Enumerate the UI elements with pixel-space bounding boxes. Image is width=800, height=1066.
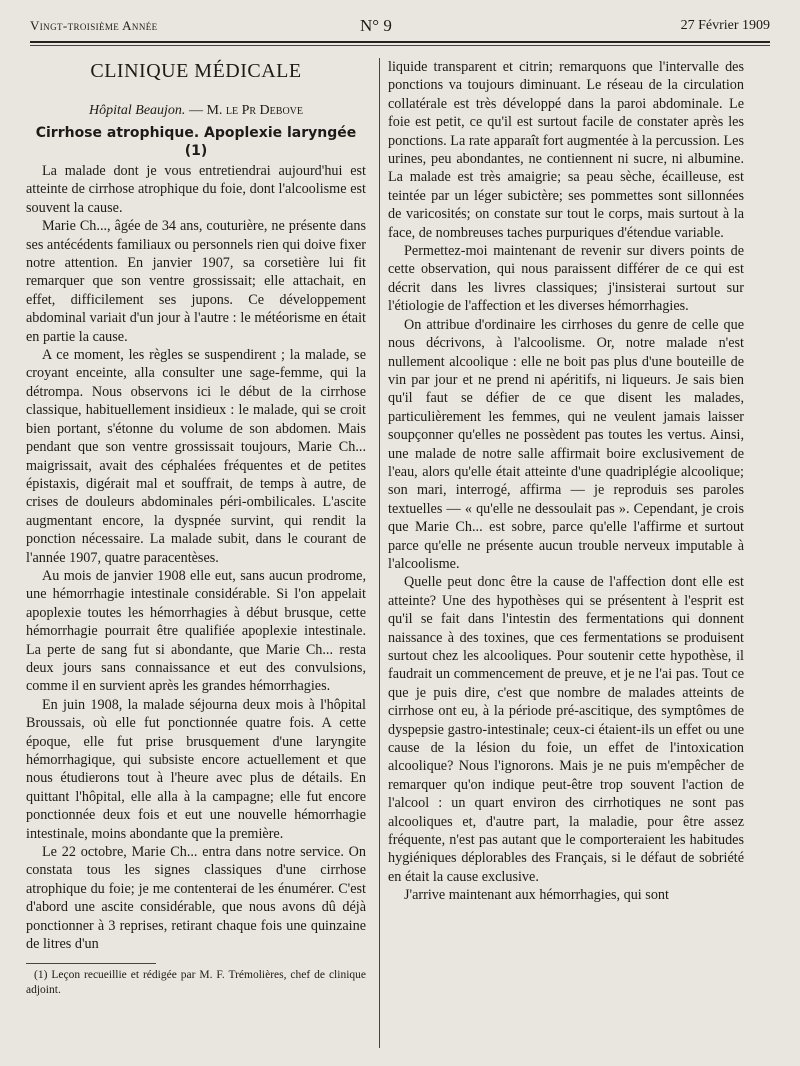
paragraph: Permettez-moi maintenant de revenir sur divers points de cette observation, qui nous paraissent différer de ce qui est décrit dans les livres classiques; j'insisterai surtout sur l'étiologie de l'affection et les diverses hémorrhagies. — [388, 243, 744, 315]
paragraph: Le 22 octobre, Marie Ch... entra dans notre service. On constata tous les signes classiques d'une cirrhose atrophique du foie; je me contenterai de les énumérer. C'est d'abord une ascite considérable, que nous avons dû déjà ponctionner à 3 reprises, retirant chaque fois une quinzaine de litres d'un — [26, 844, 366, 953]
section-title: CLINIQUE MÉDICALE — [90, 60, 302, 82]
paragraph: A ce moment, les règles se suspendirent ; la malade, se croyant enceinte, alla consulter une sage-femme, qui la détrompa. Nous observons ici le début de la cirrhose classique, habituellement insidieux : le malade, qui se croit bien portant, s'étonne du volume de son abdomen. Mais pendant que son ventre grossissait toujours, Marie Ch... maigrissait, avait des céphalées fréquentes et de petites épistaxis, digérait mal et souffrait, de temps à autre, de crises de douleurs abdominales péri-ombilicales. L'ascite augmentant encore, la dyspnée survint, qui rendit la ponction nécessaire. La malade subit, dans le courant de l'année 1907, quatre paracentèses. — [26, 347, 366, 566]
paragraph: On attribue d'ordinaire les cirrhoses du genre de celle que nous décrivons, à l'alcoolisme. Or, notre malade n'est nullement alcoolique : elle ne boit pas plus d'une bouteille de vin par jour et ne prend ni apéritifs, ni liqueurs. Je sais bien qu'il faut se défier de ce que disent les malades, particulièrement les femmes, qui ne veulent jamais laisser soupçonner qu'elles ne possèdent pas toutes les vertus. Ainsi, une malade de notre salle affirmait boire exclusivement de l'eau, alors qu'elle était atteinte d'une quadriplégie alcoolique; son mari, interrogé, affirma — je reproduis ses paroles textuelles — « qu'elle ne dessoulait pas ». Cependant, je crois que Marie Ch... est sobre, parce qu'elle l'affirme et surtout parce qu'elle ne présente aucun trouble nerveux imputable à l'alcoolisme. — [388, 316, 744, 572]
paragraph: Au mois de janvier 1908 elle eut, sans aucun prodrome, une hémorrhagie intestinale considérable. Si l'on appelait apoplexie toutes les hémorrhagies à début brusque, cette hémorrhagie pourrait être qualifiée apoplexie intestinale. La perte de sang fut si abondante, que Marie Ch... resta deux jours sans connaissance et eut des convulsions, comme il en survient après les grandes hémorrhagies. — [26, 567, 366, 695]
byline-author: — M. le Pr Debove — [188, 103, 303, 118]
issue-date: 27 Février 1909 — [680, 18, 770, 33]
paragraph: La malade dont je vous entretiendrai aujourd'hui est atteinte de cirrhose atrophique du foie, dont l'alcoolisme est souvent la cause. — [26, 163, 366, 216]
right-column — [388, 58, 744, 905]
paragraph: Quelle peut donc être la cause de l'affection dont elle est atteinte? Une des hypothèses qui se présentent à l'esprit est qu'il se fait dans l'intestin des fermentations qui donnent naissance à des toxines, que ces fermentations se produisent surtout chez les alcooliques. Pour soutenir cette hypothèse, il faudrait un commencement de preuve, et je ne l'ai pas. Tout ce que je puis dire, c'est que nombre de malades atteints de cirrhose ont eu, à la période pré-ascitique, des symptômes de dyspepsie gastro-intestinale; ceux-ci étaient-ils un effet ou une cause de la lésion du foie, un effet de l'intoxication alcoolique? Nous l'ignorons. Mais je ne puis m'empêcher de remarquer qu'on indique peut-être trop souvent l'action de l'alcool : un quart environ des cirrhotiques ne sont pas alcooliques et, d'autre part, la maladie, pour être assez fréquente, n'est pas autant que le comporteraient les habitudes hygiéniques déplorables des Français, si le défaut de sobriété en était la cause exclusive. — [388, 574, 744, 885]
paragraph: J'arrive maintenant aux hémorrhagies, qui sont — [404, 887, 669, 904]
paragraph: Marie Ch..., âgée de 34 ans, couturière, ne présente dans ses antécédents familiaux ou personnels rien qui doive fixer notre attention. En janvier 1907, sa corsetière lui fit remarquer que son ventre grossissait; elle attachait, en effet, difficilement ses jupons. Ce développement abdominal variait d'un jour à l'autre : le météorisme en était en partie la cause. — [26, 218, 366, 345]
article-title: Cirrhose atrophique. Apoplexie laryngée (1) — [35, 125, 357, 159]
column-separator — [379, 58, 380, 1048]
header-rule-thin — [30, 45, 770, 46]
footnote-rule — [26, 963, 156, 964]
paragraph: liquide transparent et citrin; remarquons que l'intervalle des ponctions va toujours diminuant. Le réseau de la circulation collatérale est très développé dans la paroi abdominale. Le foie est petit, ce qu'il est surtout facile de constater après les ponctions. La rate apparaît fort augmentée à la percussion. Les urines, peu abondantes, ne contiennent ni sucre, ni albumine. La malade est très amaigrie; sa peau sèche, écailleuse, est teintée par un léger subictère; ses pommettes sont sillonnées de varicosités; on constate sur tout le corps, mais surtout à la face, de nombreuses taches purpuriques d'étendue variable. — [388, 59, 744, 241]
left-column — [26, 58, 366, 997]
volume-label: Vingt-troisième Année — [30, 18, 158, 33]
running-header — [30, 16, 770, 38]
footnote: (1) Leçon recueillie et rédigée par M. F. Trémolières, chef de clinique adjoint. — [26, 969, 366, 996]
header-rule-thick — [30, 41, 770, 43]
issue-number: N° 9 — [360, 16, 392, 35]
byline — [26, 102, 366, 120]
paragraph: En juin 1908, la malade séjourna deux mois à l'hôpital Broussais, où elle fut ponctionnée quatre fois. A cette époque, elle fut prise brusquement d'une laryngite hémorrhagique, qui subsiste encore actuellement et que nous étudierons tout à l'heure avec plus de détails. En quittant l'hôpital, elle alla à la campagne; elle fut encore ponctionnée deux fois et eut une nouvelle hémorrhagie intestinale, moins abondante que la première. — [26, 696, 366, 842]
byline-hospital: Hôpital Beaujon. — [89, 103, 186, 118]
